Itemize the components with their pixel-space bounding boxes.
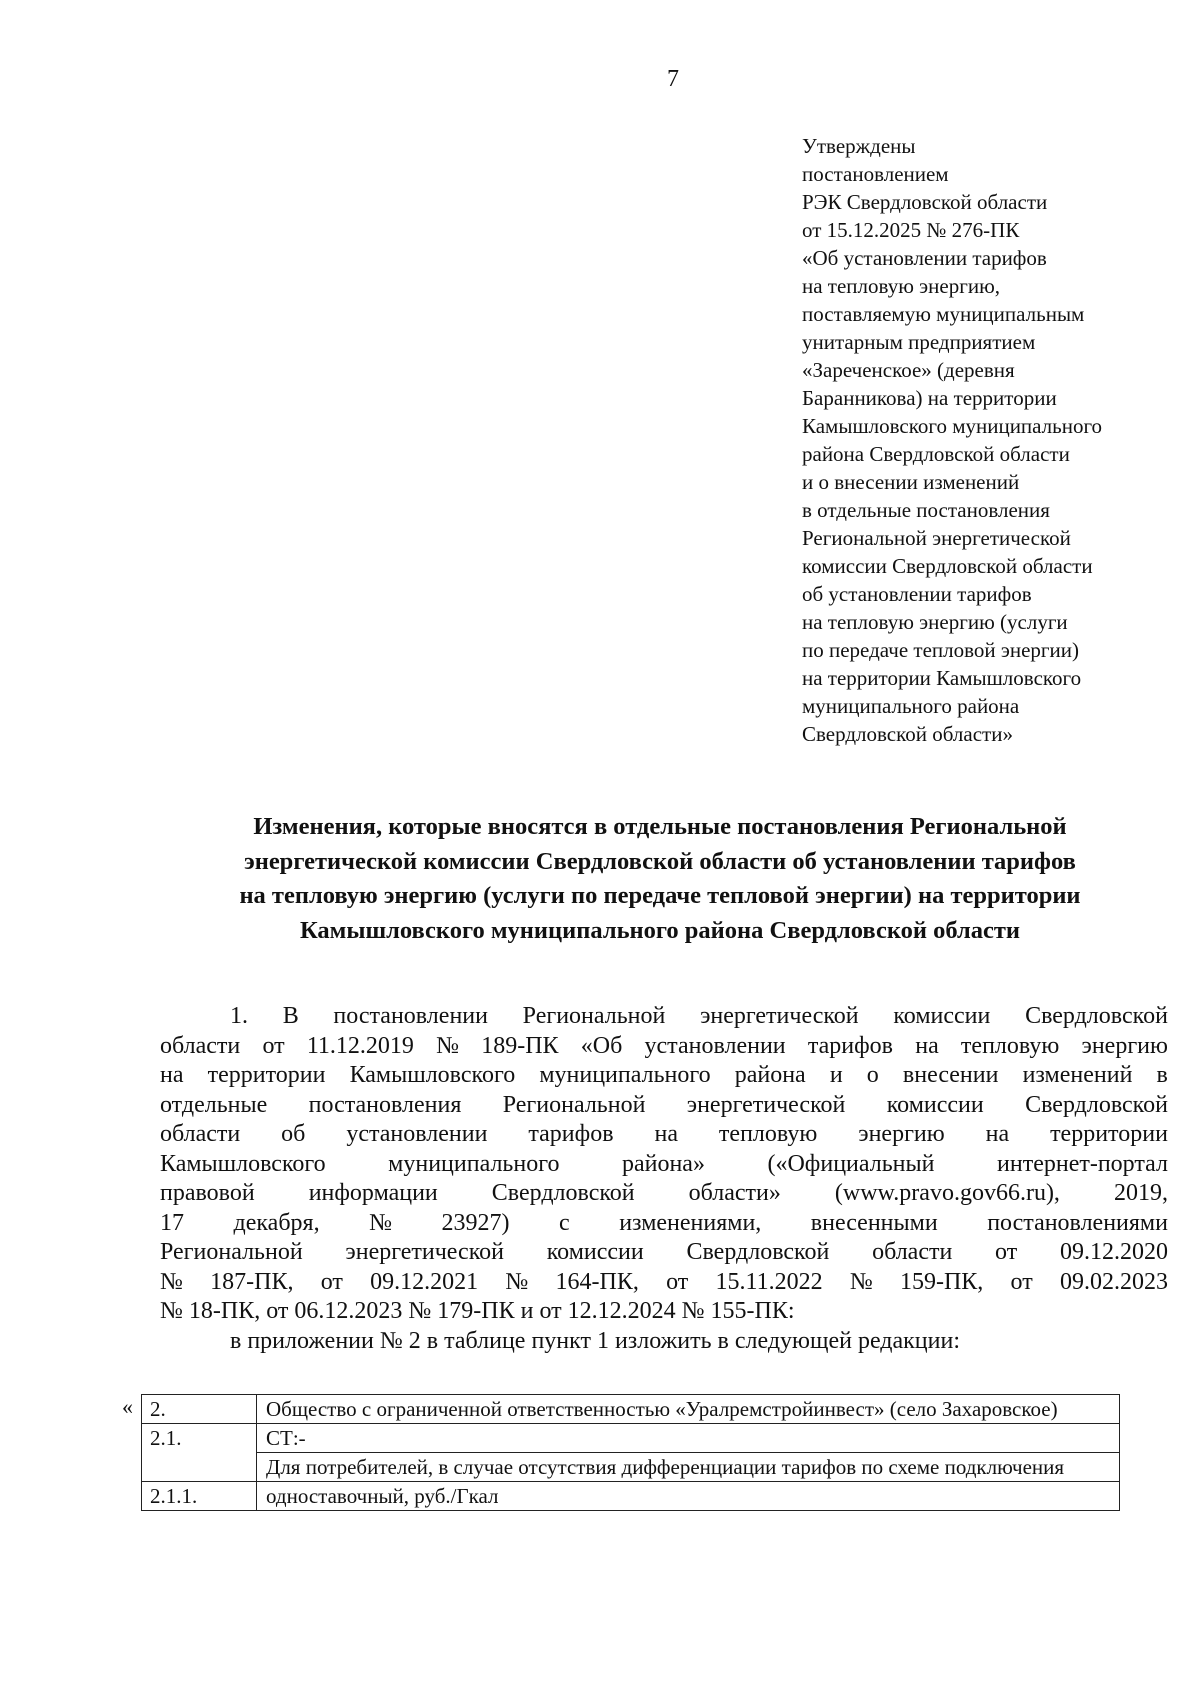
document-title xyxy=(160,810,1160,948)
approval-block xyxy=(802,132,1182,748)
approval-line: унитарным предприятием xyxy=(802,330,1036,354)
word: муниципального xyxy=(539,1062,711,1088)
row-number: 2.1. xyxy=(142,1424,257,1482)
word: от xyxy=(1010,1268,1033,1295)
word: информации xyxy=(308,1180,438,1206)
word: № xyxy=(436,1032,460,1059)
word: энергию xyxy=(858,1121,945,1147)
word: Региональной xyxy=(160,1239,303,1265)
approval-line: на тепловую энергию (услуги xyxy=(802,610,1068,634)
word: территории xyxy=(1050,1121,1168,1147)
word: изменениями, xyxy=(619,1209,762,1236)
word: установлении xyxy=(644,1032,786,1059)
table-row xyxy=(142,1395,1120,1424)
word: В xyxy=(282,1003,299,1029)
word: 1. xyxy=(230,1003,248,1029)
word: 2019, xyxy=(1113,1180,1168,1206)
approval-line: на территории Камышловского xyxy=(802,666,1082,690)
word: правовой xyxy=(160,1180,255,1206)
word: 159-ПК, xyxy=(899,1268,984,1295)
tariff-table xyxy=(141,1394,1120,1511)
word: постановлении xyxy=(333,1003,488,1029)
word: о xyxy=(866,1062,879,1088)
table-row xyxy=(142,1424,1120,1453)
word: № xyxy=(849,1268,873,1295)
word: внесении xyxy=(902,1062,999,1088)
word: Свердловской xyxy=(491,1180,635,1206)
word: 189-ПК xyxy=(481,1032,559,1059)
table-row xyxy=(142,1453,1120,1482)
approval-line: района Свердловской области xyxy=(802,442,1070,466)
approval-line: в отдельные постановления xyxy=(802,498,1050,522)
word: 15.11.2022 xyxy=(715,1268,823,1295)
word: 17 xyxy=(160,1209,184,1236)
opening-quote: « xyxy=(122,1394,133,1419)
word: постановления xyxy=(308,1091,462,1118)
word: Свердловской xyxy=(1025,1003,1168,1029)
approval-line: «Об установлении тарифов xyxy=(802,246,1047,270)
body-line xyxy=(160,1179,1168,1209)
word: от xyxy=(995,1239,1018,1265)
row-text: одноставочный, руб./Гкал xyxy=(257,1482,1120,1511)
word: района xyxy=(734,1062,806,1088)
word: 23927) xyxy=(441,1209,510,1236)
row-text: Общество с ограниченной ответственностью «Уралремстройинвест» (село Захаровское) xyxy=(257,1395,1120,1424)
body-paragraph xyxy=(160,1002,1168,1356)
word: и xyxy=(829,1062,843,1088)
title-line: энергетической комиссии Свердловской области об установлении тарифов xyxy=(244,847,1076,875)
approval-line: «Зареченское» (деревня xyxy=(802,358,1015,382)
word: территории xyxy=(207,1062,326,1088)
approval-line: поставляемую муниципальным xyxy=(802,302,1085,326)
word: Свердловской xyxy=(1025,1091,1168,1118)
body-line xyxy=(160,1120,1168,1150)
word: 11.12.2019 xyxy=(306,1032,414,1059)
word: комиссии xyxy=(546,1239,644,1265)
approval-line: муниципального района xyxy=(802,694,1020,718)
title-line: Изменения, которые вносятся в отдельные постановления Региональной xyxy=(253,813,1067,840)
approval-line: РЭК Свердловской области xyxy=(802,190,1048,214)
word: интернет-портал xyxy=(997,1150,1168,1177)
word: района» xyxy=(621,1150,705,1177)
word: декабря, xyxy=(233,1209,320,1236)
word: («Официальный xyxy=(767,1150,935,1177)
word: энергетической xyxy=(686,1091,846,1118)
word: тепловую xyxy=(718,1121,818,1147)
body-line xyxy=(160,1061,1168,1091)
word: области xyxy=(160,1032,241,1059)
word: области» xyxy=(688,1180,781,1206)
row-number: 2. xyxy=(142,1395,257,1424)
word: муниципального xyxy=(388,1150,560,1177)
word: 09.02.2023 xyxy=(1059,1268,1168,1295)
title-line: на тепловую энергию (услуги по передаче тепловой энергии) на территории xyxy=(239,882,1081,909)
word: (www.pravo.gov66.ru), xyxy=(834,1180,1060,1206)
body-line: № 18-ПК, от 06.12.2023 № 179-ПК и от 12.12.2024 № 155-ПК: xyxy=(160,1298,795,1324)
body-line xyxy=(160,1032,1168,1062)
word: тарифов xyxy=(528,1121,614,1147)
word: № xyxy=(160,1268,183,1295)
body-line xyxy=(160,1209,1168,1239)
word: постановлениями xyxy=(987,1209,1168,1236)
word: области xyxy=(160,1121,241,1147)
word: тепловую xyxy=(960,1032,1060,1059)
body-line xyxy=(160,1002,1168,1032)
approval-line: об установлении тарифов xyxy=(802,582,1032,606)
word: 09.12.2021 xyxy=(370,1268,479,1295)
word: от xyxy=(320,1268,343,1295)
word: области xyxy=(872,1239,953,1265)
word: Камышловского xyxy=(160,1150,326,1177)
word: тарифов xyxy=(807,1032,894,1059)
table-row xyxy=(142,1482,1120,1511)
word: № xyxy=(369,1209,392,1236)
word: на xyxy=(985,1121,1010,1147)
word: от xyxy=(262,1032,285,1059)
approval-line: по передаче тепловой энергии) xyxy=(802,638,1080,662)
approval-line: от 15.12.2025 № 276-ПК xyxy=(802,218,1020,242)
word: в xyxy=(1156,1062,1168,1088)
body-line: в приложении № 2 в таблице пункт 1 изложить в следующей редакции: xyxy=(230,1327,960,1354)
approval-line: и о внесении изменений xyxy=(802,470,1020,494)
approval-line: Региональной энергетической xyxy=(802,526,1071,550)
word: комиссии xyxy=(893,1003,991,1029)
word: на xyxy=(915,1032,939,1059)
row-text: Для потребителей, в случае отсутствия дифференциации тарифов по схеме подключения xyxy=(257,1453,1120,1482)
page-number: 7 xyxy=(667,66,679,92)
word: с xyxy=(559,1209,570,1236)
word: отдельные xyxy=(160,1091,268,1118)
word: 164-ПК, xyxy=(555,1268,639,1295)
approval-line: на тепловую энергию, xyxy=(802,274,1001,298)
word: Региональной xyxy=(502,1091,646,1118)
approval-line: постановлением xyxy=(802,162,949,186)
word: энергетической xyxy=(345,1239,504,1265)
body-line xyxy=(160,1238,1168,1268)
word: 09.12.2020 xyxy=(1059,1239,1168,1265)
body-line xyxy=(160,1091,1168,1121)
word: на xyxy=(654,1121,678,1147)
word: изменений xyxy=(1022,1062,1133,1088)
word: Региональной xyxy=(522,1003,666,1029)
approval-line: Утверждены xyxy=(802,134,916,158)
row-number: 2.1.1. xyxy=(142,1482,257,1511)
word: Свердловской xyxy=(686,1239,830,1265)
body-line xyxy=(160,1268,1168,1298)
approval-line: комиссии Свердловской области xyxy=(802,554,1093,578)
word: Камышловского xyxy=(349,1062,516,1088)
word: энергию xyxy=(1081,1032,1168,1059)
word: «Об xyxy=(580,1032,623,1059)
approval-line: Баранникова) на территории xyxy=(802,386,1057,410)
title-line: Камышловского муниципального района Свердловской области xyxy=(299,916,1021,944)
row-text: СТ:- xyxy=(257,1424,1120,1453)
body-line xyxy=(160,1150,1168,1180)
word: от xyxy=(666,1268,689,1295)
word: установлении xyxy=(346,1121,488,1147)
word: № xyxy=(505,1268,529,1295)
approval-line: Свердловской области» xyxy=(802,722,1013,746)
word: внесенными xyxy=(810,1209,938,1236)
approval-line: Камышловского муниципального xyxy=(802,414,1103,438)
word: энергетической xyxy=(700,1003,859,1029)
word: комиссии xyxy=(886,1091,984,1118)
word: на xyxy=(160,1062,184,1088)
word: об xyxy=(281,1121,306,1147)
word: 187-ПК, xyxy=(210,1268,294,1295)
